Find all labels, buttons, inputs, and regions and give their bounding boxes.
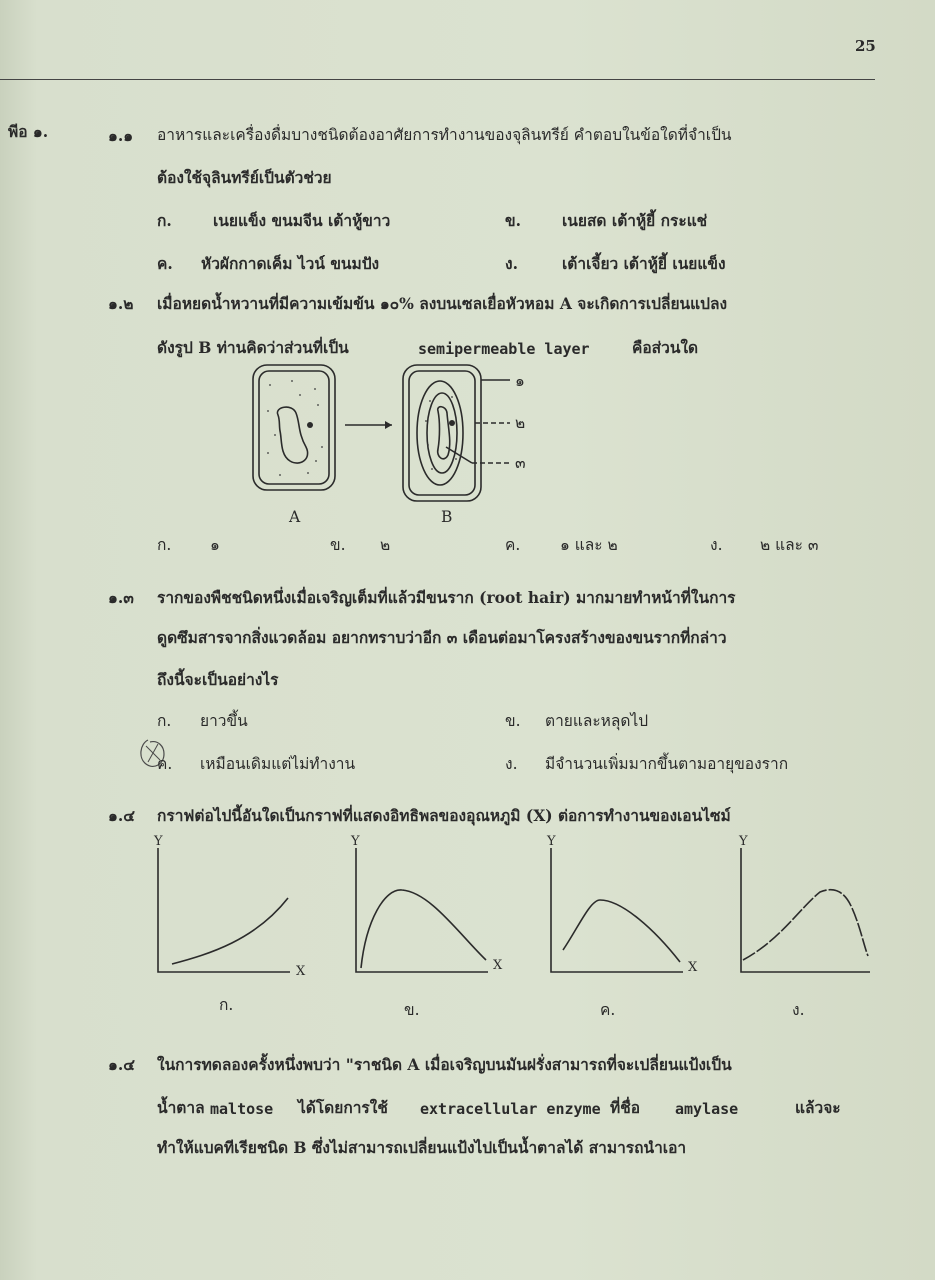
q1-1-choice-b: เนยสด เต้าหู้ยี้ กระแช่ <box>562 211 708 230</box>
cell-diagram <box>0 355 935 555</box>
q1-4-line1: กราฟต่อไปนี้อันใดเป็นกราฟที่แสดงอิทธิพลของอุณหภูมิ (X) ต่อการทำงานของเอนไซม์ <box>157 806 731 825</box>
cell-b-vacuole <box>438 407 450 459</box>
cell-a-nucleus <box>307 422 313 428</box>
q1-2-number: ๑.๒ <box>108 294 134 313</box>
callout-1: ๑ <box>515 372 525 390</box>
q1-1-choice-d-key: ง. <box>505 254 518 273</box>
graph-c-label: ค. <box>600 1001 616 1019</box>
q1-3-choice-a: ยาวขึ้น <box>200 712 248 730</box>
graph-c-y-label: Y <box>547 834 556 849</box>
cell-a-vacuole <box>277 407 307 463</box>
graph-b-label: ข. <box>404 1001 420 1019</box>
q1-5-line2e: ที่ชื่อ <box>610 1098 641 1117</box>
cell-b-nucleus <box>449 420 455 426</box>
cell-a-membrane <box>259 371 329 484</box>
q1-1-choice-b-key: ข. <box>505 211 521 230</box>
q1-3-choice-d-key: ง. <box>505 755 518 773</box>
q1-1-choice-d: เต้าเจี้ยว เต้าหู้ยี้ เนยแข็ง <box>562 254 726 273</box>
callout-3: ๓ <box>515 454 526 472</box>
graph-b-y-label: Y <box>351 834 360 849</box>
q1-5-line2a: น้ำตาล <box>157 1098 205 1117</box>
cell-a-wall <box>253 365 335 490</box>
q1-2-line2a: ดังรูป B ท่านคิดว่าส่วนที่เป็น <box>157 338 349 357</box>
page-number: 25 <box>855 37 876 55</box>
q1-1-number: ๑.๑ <box>108 126 134 145</box>
cell-a-dots <box>267 380 323 476</box>
q1-2-choice-d: ๒ และ ๓ <box>760 536 819 554</box>
q1-2-choice-c-key: ค. <box>505 536 521 554</box>
q1-3-choice-c-key: ค. <box>157 755 173 773</box>
q1-2-choice-b: ๒ <box>380 536 391 554</box>
q1-1-choice-c: หัวผักกาดเค็ม ไวน์ ขนมปัง <box>201 254 380 273</box>
q1-5-line2f: amylase <box>675 1100 739 1118</box>
q1-2-line2c: คือส่วนใด <box>632 338 699 357</box>
q1-5-line2c: ได้โดยการใช้ <box>298 1098 388 1117</box>
q1-5-line2g: แล้วจะ <box>795 1098 841 1117</box>
q1-2-choice-b-key: ข. <box>330 536 346 554</box>
q1-1-line2: ต้องใช้จุลินทรีย์เป็นตัวช่วย <box>157 168 332 187</box>
q1-4-number: ๑.๔ <box>108 806 135 825</box>
q1-3-choice-b: ตายและหลุดไป <box>545 712 649 730</box>
q1-3-line1: รากของพืชชนิดหนึ่งเมื่อเจริญเต็มที่แล้วมีขนราก (root hair) มากมายทำหน้าที่ในการ <box>157 588 736 607</box>
graph-b-x-label: X <box>493 958 503 973</box>
q1-2-choice-a-key: ก. <box>157 536 172 554</box>
q1-5-number: ๑.๔ <box>108 1055 135 1074</box>
q1-1-choice-c-key: ค. <box>157 254 173 273</box>
q1-3-choice-b-key: ข. <box>505 712 521 730</box>
q1-2-line1: เมื่อหยดน้ำหวานที่มีความเข้มข้น ๑๐% ลงบนเซลเยื่อหัวหอม A จะเกิดการเปลี่ยนแปลง <box>157 294 728 313</box>
graph-d-y-label: Y <box>739 834 748 849</box>
graph-a-label: ก. <box>219 996 234 1014</box>
header-rule <box>0 79 875 80</box>
section-label: พีอ ๑. <box>8 122 49 141</box>
diagram-arrowhead <box>385 421 392 429</box>
q1-3-choice-c: เหมือนเดิมแต่ไม่ทำงาน <box>200 755 356 773</box>
graph-c-x-label: X <box>688 960 698 975</box>
graph-d-label: ง. <box>792 1001 805 1019</box>
graph-d <box>741 848 870 972</box>
q1-3-choice-a-key: ก. <box>157 712 172 730</box>
q1-3-line2: ดูดซึมสารจากสิ่งแวดล้อม อยากทราบว่าอีก ๓ เดือนต่อมาโครงสร้างของขนรากที่กล่าว <box>157 628 727 647</box>
cell-b-inner <box>409 371 475 495</box>
graph-a-x-label: X <box>296 964 306 979</box>
graph-a <box>158 848 290 972</box>
q1-2-line2b: semipermeable layer <box>418 340 590 358</box>
q1-2-choice-d-key: ง. <box>710 536 723 554</box>
q1-3-number: ๑.๓ <box>108 588 134 607</box>
q1-3-line3: ถึงนี้จะเป็นอย่างไร <box>157 670 279 689</box>
figure-label-a: A <box>289 508 301 526</box>
q1-1-choice-a: เนยแข็ง ขนมจีน เต้าหู้ขาว <box>213 211 391 230</box>
graph-a-y-label: Y <box>154 834 163 849</box>
q1-1-line1: อาหารและเครื่องดื่มบางชนิดต้องอาศัยการทำงานของจุลินทรีย์ คำตอบในข้อใดที่จำเป็น <box>157 126 732 144</box>
figure-label-b: B <box>441 508 453 526</box>
q1-3-choice-d: มีจำนวนเพิ่มมากขึ้นตามอายุของราก <box>545 755 789 773</box>
q1-5-line3: ทำให้แบคทีเรียชนิด B ซึ่งไม่สามารถเปลี่ยนแป้งไปเป็นน้ำตาลได้ สามารถนำเอา <box>157 1138 687 1157</box>
q1-5-line1: ในการทดลองครั้งหนึ่งพบว่า "ราชนิด A เมื่อเจริญบนมันฝรั่งสามารถที่จะเปลี่ยนแป้งเป็น <box>157 1055 732 1074</box>
q1-5-line2b: maltose <box>210 1100 274 1118</box>
cell-b-wall <box>403 365 481 501</box>
graph-c <box>551 848 683 972</box>
cell-b-cytoplasm <box>427 393 457 473</box>
graph-b <box>356 848 488 972</box>
q1-2-choice-c: ๑ และ ๒ <box>560 536 618 554</box>
q1-5-line2d: extracellular enzyme <box>420 1100 601 1118</box>
q1-1-choice-a-key: ก. <box>157 211 172 230</box>
temperature-graphs <box>0 830 935 990</box>
q1-2-choice-a: ๑ <box>210 536 220 554</box>
callout-2: ๒ <box>515 414 526 432</box>
